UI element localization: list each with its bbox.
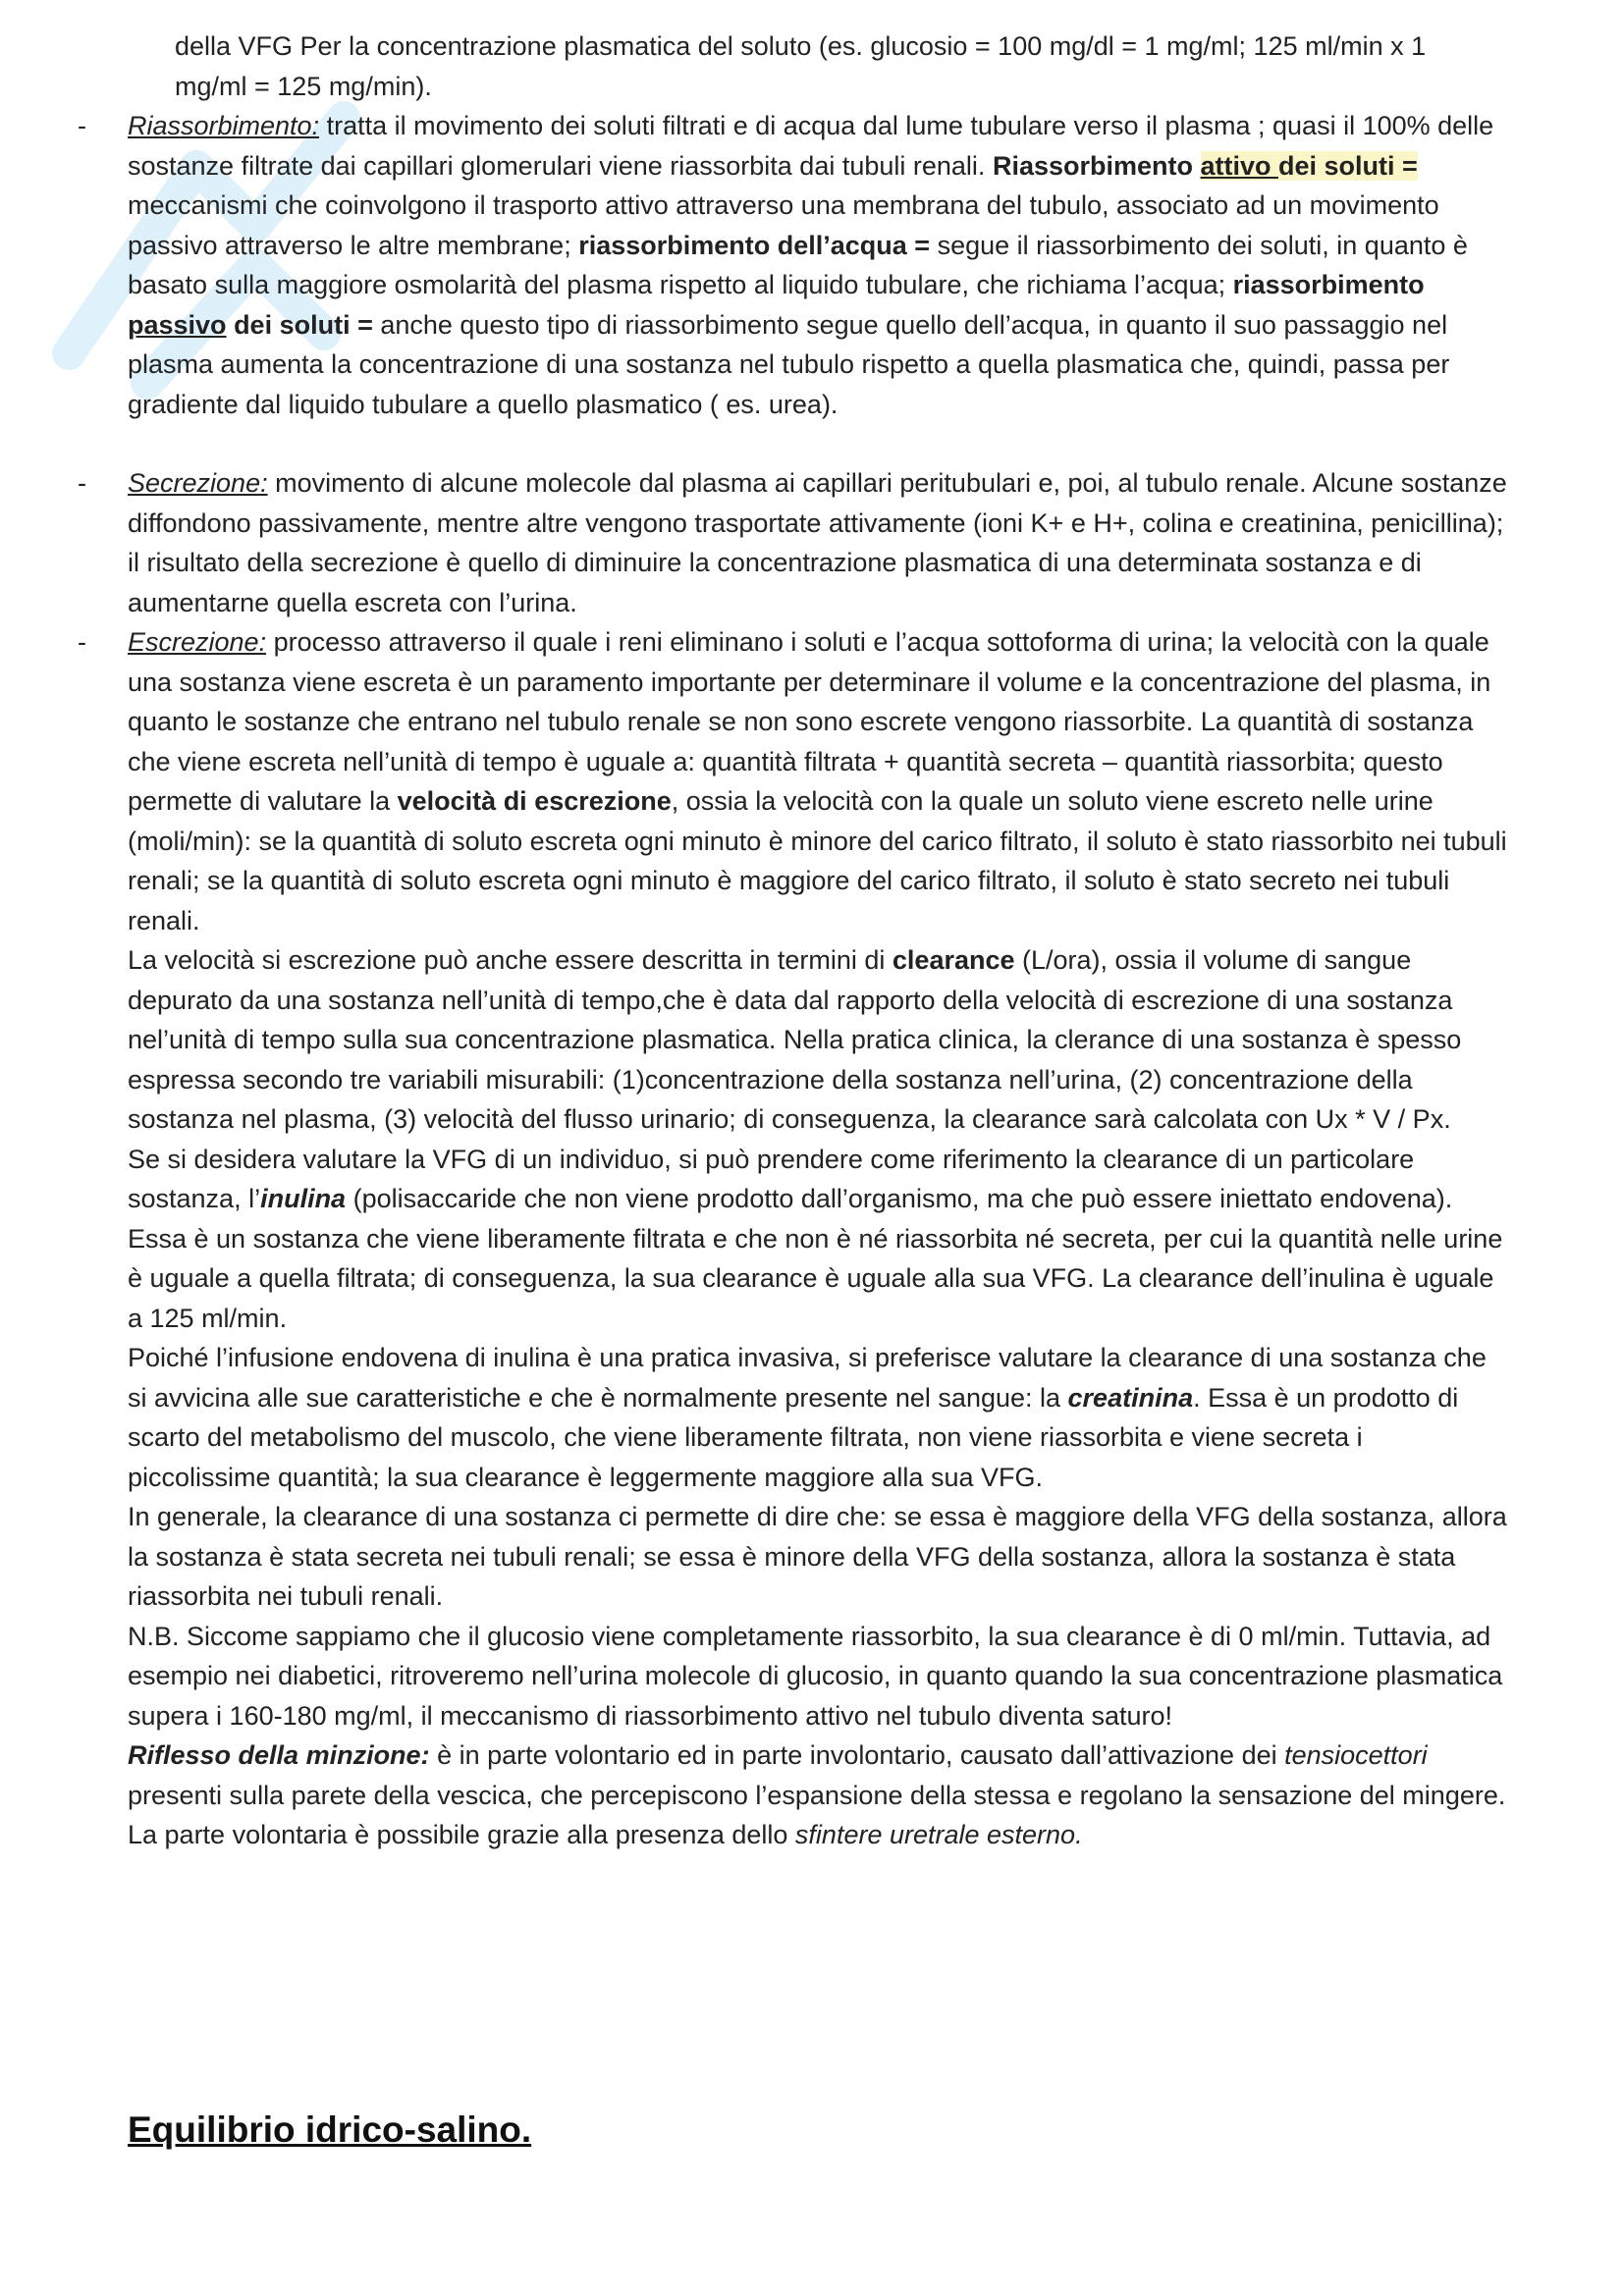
riassorbimento-title: Riassorbimento: [128, 111, 320, 140]
bullet-dash: - [78, 468, 86, 498]
secrezione-text: movimento di alcune molecole dal plasma ai capillari peritubulari e, poi, al tubulo renale. Alcune sostanze diffondono passivamente, mentre altre vengono trasportate attivamente (ioni K+ e H+, colina e creatinina, penicillina); il risultato della secrezione è quello di diminuire la concentrazione plasmatica di una determinata sostanza e di aumentarne quella escreta con l’urina. [128, 468, 1507, 617]
riassorbimento-text2: meccanismi che coinvolgono il trasporto attivo attraverso una membrana del tubulo, associato ad un movimento passivo attraverso le altre membrane; [128, 190, 1439, 260]
escrezione-paragraph-1: Escrezione: processo attraverso il quale i reni eliminano i soluti e l’acqua sottoforma di urina; la velocità con la quale una sostanza viene escreta è un paramento importante per determinare il volume e la concentrazione del plasma, in quanto le sostanze che entrano nel tubulo renale se non sono escrete vengono riassorbite. La quantità di sostanza che viene escreta nell’unità di tempo è uguale a: quantità filtrata + quantità secreta – quantità riassorbita; questo permette di valutare la velocità di escrezione, ossia la velocità con la quale un soluto viene escreto nelle urine (moli/min): se la quantità di soluto escreta ogni minuto è minore del carico filtrato, il soluto è stato riassorbito nei tubuli renali; se la quantità di soluto escreta ogni minuto è maggiore del carico filtrato, il soluto è stato secreto nei tubuli renali. [128, 627, 1507, 935]
velocita-escrezione-term: velocità di escrezione [397, 786, 672, 816]
escrezione-paragraph-nb: N.B. Siccome sappiamo che il glucosio viene completamente riassorbito, la sua clearance è di 0 ml/min. Tuttavia, ad esempio nei diabetici, ritroveremo nell’urina molecole di glucosio, in quanto quando la sua concentrazione plasmatica supera i 160-180 mg/ml, il meccanismo di riassorbimento attivo nel tubulo diventa saturo! [128, 1621, 1503, 1731]
riassorbimento-text4: anche questo tipo di riassorbimento segue quello dell’acqua, in quanto il suo passaggio nel plasma aumenta la concentrazione di una sostanza nel tubulo rispetto a quella plasmatica che, quindi, passa per gradiente dal liquido tubulare a quello plasmatico ( es. urea). [128, 309, 1450, 419]
riassorbimento-passivo-label: riassorbimento passivo dei soluti = [128, 270, 1425, 340]
escrezione-paragraph-inulina: Se si desidera valutare la VFG di un individuo, si può prendere come riferimento la clearance di un particolare sostanza, l’inulina (polisaccaride che non viene prodotto dall’organismo, ma che può essere iniettato endovena). Essa è un sostanza che viene liberamente filtrata e che non è né riassorbita né secreta, per cui la quantità nelle urine è uguale a quella filtrata; di conseguenza, la sua clearance è uguale alla sua VFG. La clearance dell’inulina è uguale a 125 ml/min. [128, 1144, 1503, 1333]
continuation-paragraph: della VFG Per la concentrazione plasmatica del soluto (es. glucosio = 100 mg/dl = 1 mg/ml; 125 ml/min x 1 mg/ml = 125 mg/min). [175, 31, 1427, 101]
escrezione-title: Escrezione: [128, 627, 267, 657]
escrezione-paragraph-creatinina: Poiché l’infusione endovena di inulina è una pratica invasiva, si preferisce valutare la clearance di una sostanza che si avvicina alle sue caratteristiche e che è normalmente presente nel sangue: la creatinina. Essa è un prodotto di scarto del metabolismo del muscolo, che viene liberamente filtrata, non viene riassorbita e viene secreta i piccolissime quantità; la sua clearance è leggermente maggiore alla sua VFG. [128, 1343, 1487, 1492]
riassorbimento-text1: tratta il movimento dei soluti filtrati e di acqua dal lume tubulare verso il plasma ; quasi il 100% delle sostanze filtrate dai capillari glomerulari viene riassorbita dai tubuli renali. [128, 111, 1494, 181]
riassorbimento-attivo-label: Riassorbimento attivo dei soluti = [992, 150, 1418, 181]
escrezione-paragraph-generale: In generale, la clearance di una sostanza ci permette di dire che: se essa è maggiore della VFG della sostanza, allora la sostanza è stata secreta nei tubuli renali; se essa è minore della VFG della sostanza, allora la sostanza è stata riassorbita nei tubuli renali. [128, 1502, 1507, 1611]
secrezione-title: Secrezione: [128, 468, 268, 498]
escrezione-body [128, 622, 1511, 1855]
bullet-dash: - [78, 627, 86, 657]
escrezione-paragraph-clearance: La velocità si escrezione può anche essere descritta in termini di clearance (L/ora), ossia il volume di sangue depurato da una sostanza nell’unità di tempo,che è data dal rapporto della velocità di escrezione di una sostanza nel’unità di tempo sulla sua concentrazione plasmatica. Nella pratica clinica, la clerance di una sostanza è spesso espressa secondo tre variabili misurabili: (1)concentrazione della sostanza nell’urina, (2) concentrazione della sostanza nel plasma, (3) velocità del flusso urinario; di conseguenza, la clearance sarà calcolata con Ux * V / Px. [128, 945, 1462, 1134]
tensiocettori-term: tensiocettori [1284, 1740, 1428, 1770]
bullet-dash: - [78, 111, 86, 140]
riassorbimento-paragraph [128, 106, 1511, 424]
creatinina-term: creatinina [1067, 1382, 1194, 1413]
riassorbimento-text3: segue il riassorbimento dei soluti, in quanto è basato sulla maggiore osmolarità del plasma rispetto al liquido tubulare, che richiama l’acqua; [128, 230, 1468, 299]
clearance-term: clearance [892, 945, 1015, 975]
secrezione-paragraph [128, 463, 1511, 622]
sfintere-term: sfintere uretrale esterno. [794, 1820, 1083, 1849]
riflesso-minzione-term: Riflesso della minzione: [128, 1740, 430, 1770]
riassorbimento-acqua-label: riassorbimento dell’acqua = [578, 230, 931, 260]
section-heading: Equilibrio idrico-salino. [128, 2109, 532, 2150]
riflesso-minzione-paragraph: Riflesso della minzione: è in parte volontario ed in parte involontario, causato dall’attivazione dei tensiocettori presenti sulla parete della vescica, che percepiscono l’espansione della stessa e regolano la sensazione del mingere. La parte volontaria è possibile grazie alla presenza dello sfintere uretrale esterno. [128, 1740, 1506, 1849]
inulina-term: inulina [260, 1184, 347, 1213]
